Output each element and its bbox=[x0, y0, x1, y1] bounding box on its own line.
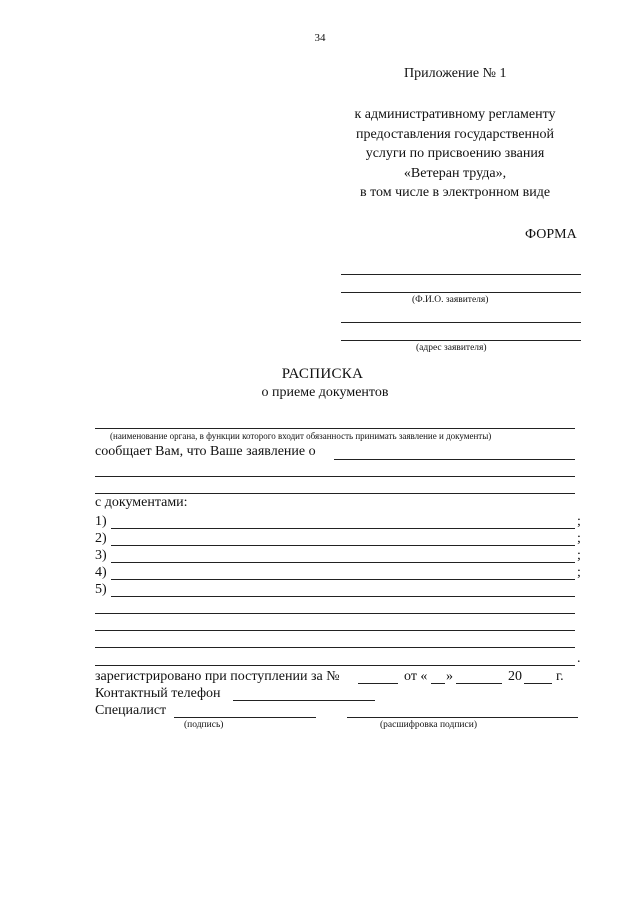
document-extra-line bbox=[95, 647, 575, 648]
registration-text: зарегистрировано при поступлении за № bbox=[95, 669, 340, 684]
regulation-line: услуги по присвоению звания bbox=[365, 146, 545, 161]
document-item-number: 2) bbox=[95, 531, 107, 546]
document-item-end: ; bbox=[577, 565, 581, 580]
applicant-name-line bbox=[341, 292, 581, 293]
document-item-line bbox=[111, 596, 575, 597]
applicant-address-line bbox=[341, 322, 581, 323]
document-subtitle: о приеме документов bbox=[261, 385, 389, 400]
form-label: ФОРМА bbox=[525, 227, 577, 242]
regulation-line: «Ветеран труда», bbox=[403, 165, 507, 181]
document-item-line bbox=[111, 545, 575, 546]
regulation-line: предоставления государственной bbox=[355, 126, 555, 142]
application-text: сообщает Вам, что Ваше заявление о bbox=[95, 444, 316, 459]
signature-decoding-caption: (расшифровка подписи) bbox=[380, 720, 477, 730]
document-item-number: 4) bbox=[95, 565, 107, 580]
regulation-reference bbox=[330, 105, 580, 203]
document-item-line bbox=[111, 528, 575, 529]
regulation-line: в том числе в электронном виде bbox=[359, 185, 551, 200]
document-extra-line bbox=[95, 630, 575, 631]
document-item-line bbox=[111, 562, 575, 563]
signature-caption: (подпись) bbox=[184, 720, 224, 730]
specialist-label: Специалист bbox=[95, 703, 167, 718]
registration-year-line bbox=[524, 683, 552, 684]
document-item-end: ; bbox=[577, 514, 581, 529]
registration-number-line bbox=[358, 683, 398, 684]
authority-line bbox=[95, 428, 575, 429]
registration-month-line bbox=[456, 683, 502, 684]
document-item-end: ; bbox=[577, 548, 581, 563]
applicant-address-caption: (адрес заявителя) bbox=[416, 343, 487, 353]
applicant-name-line bbox=[341, 274, 581, 275]
document-item-number: 5) bbox=[95, 582, 107, 597]
list-end-period: . bbox=[577, 651, 581, 666]
document-extra-line bbox=[95, 613, 575, 614]
document-title: РАСПИСКА bbox=[281, 366, 364, 382]
authority-caption: (наименование органа, в функции которого входит обязанность принимать заявление и документы) bbox=[110, 431, 492, 441]
document-extra-line bbox=[95, 665, 575, 666]
application-line bbox=[95, 493, 575, 494]
contact-phone-label: Контактный телефон bbox=[95, 686, 221, 701]
signature-decoding-line bbox=[347, 717, 578, 718]
application-line bbox=[334, 459, 575, 460]
page-number: 34 bbox=[314, 32, 326, 44]
registration-from: от « bbox=[404, 669, 428, 684]
registration-quote-close: » bbox=[446, 669, 453, 684]
documents-label: с документами: bbox=[95, 495, 188, 510]
applicant-name-caption: (Ф.И.О. заявителя) bbox=[412, 295, 489, 305]
application-line bbox=[95, 476, 575, 477]
contact-phone-line bbox=[233, 700, 375, 701]
document-item-line bbox=[111, 579, 575, 580]
registration-year-suffix: г. bbox=[556, 669, 564, 684]
regulation-line: к административному регламенту bbox=[354, 107, 556, 122]
document-item-number: 1) bbox=[95, 514, 107, 529]
applicant-address-line bbox=[341, 340, 581, 341]
registration-year-prefix: 20 bbox=[508, 669, 522, 684]
signature-line bbox=[174, 717, 316, 718]
document-item-end: ; bbox=[577, 531, 581, 546]
document-item-number: 3) bbox=[95, 548, 107, 563]
registration-day-line bbox=[431, 683, 445, 684]
appendix-title: Приложение № 1 bbox=[404, 66, 507, 81]
